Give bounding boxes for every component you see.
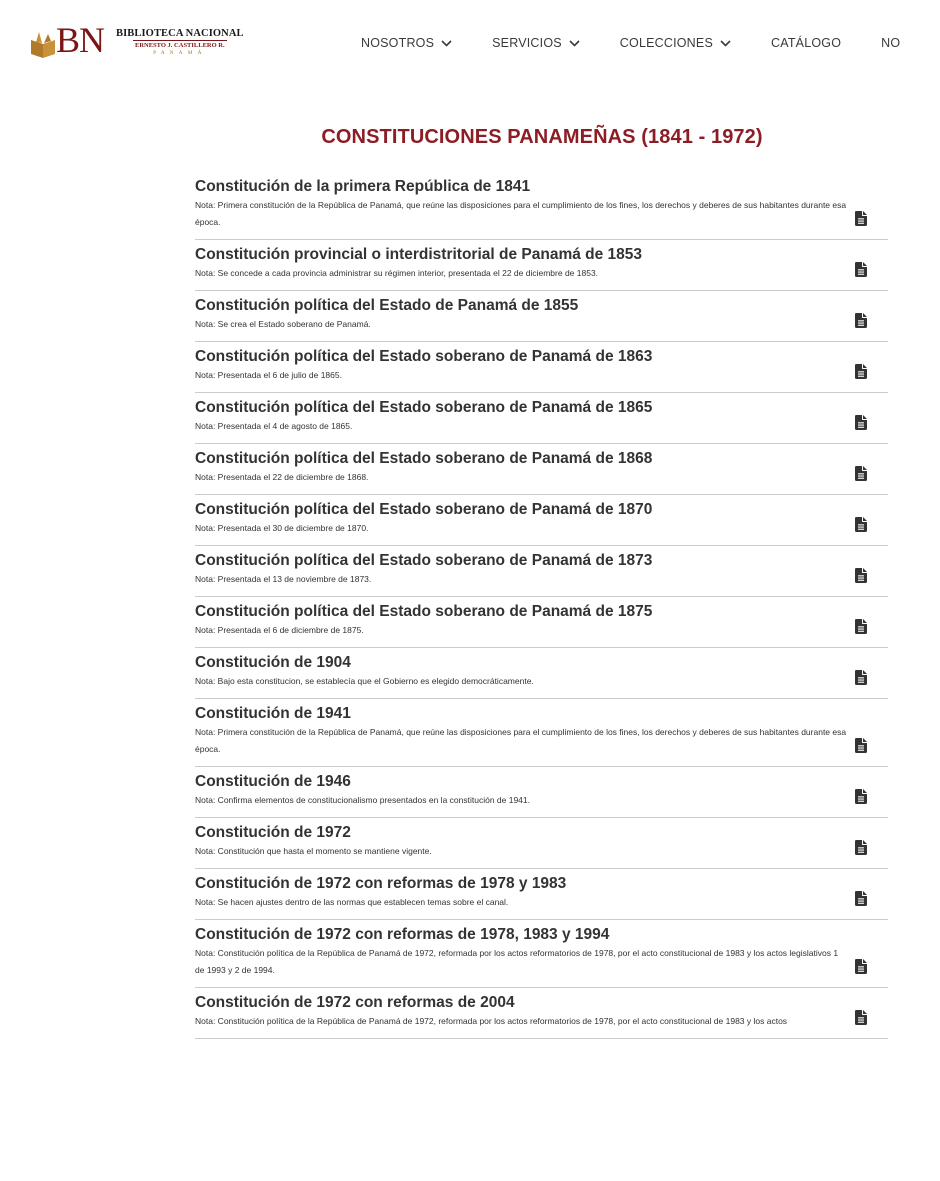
nav-item-no[interactable] <box>881 34 900 52</box>
constitution-note: Nota: Se concede a cada provincia administrar su régimen interior, presentada el 22 de diciembre de 1853. <box>195 268 599 278</box>
document-icon[interactable] <box>855 891 867 906</box>
constitution-title[interactable]: Constitución política del Estado soberano de Panamá de 1863 <box>195 348 653 365</box>
constitution-item <box>195 240 888 291</box>
constitution-note: Nota: Presentada el 22 de diciembre de 1868. <box>195 472 369 482</box>
constitution-title[interactable]: Constitución de 1972 con reformas de 1978 y 1983 <box>195 875 567 892</box>
constitution-note: Nota: Se crea el Estado soberano de Panamá. <box>195 319 371 329</box>
constitution-note: Nota: Presentada el 6 de diciembre de 1875. <box>195 625 364 635</box>
constitution-title[interactable]: Constitución política del Estado soberano de Panamá de 1875 <box>195 603 653 620</box>
constitution-note: Nota: Primera constitución de la República de Panamá, que reúne las disposiciones para el cumplimiento de los fines, los derechos y deberes de sus habitantes durante esa época. <box>195 727 847 754</box>
nav-item-label: CATÁLOGO <box>771 36 842 50</box>
constitution-title[interactable]: Constitución política del Estado soberano de Panamá de 1873 <box>195 552 653 569</box>
chevron-down-icon <box>720 40 731 47</box>
constitution-title[interactable]: Constitución política del Estado de Panamá de 1855 <box>195 297 579 314</box>
logo-line-3: PANAMÁ <box>153 49 207 56</box>
constitution-note: Nota: Primera constitución de la República de Panamá, que reúne las disposiciones para el cumplimiento de los fines, los derechos y deberes de sus habitantes durante esa época. <box>195 200 847 227</box>
constitution-title[interactable]: Constitución de 1972 con reformas de 1978, 1983 y 1994 <box>195 926 610 943</box>
constitution-item <box>195 648 888 699</box>
constitution-item <box>195 342 888 393</box>
constitutions-list <box>195 172 888 1039</box>
constitution-title[interactable]: Constitución de 1972 <box>195 824 351 841</box>
logo-mark <box>30 20 114 60</box>
constitution-item <box>195 291 888 342</box>
constitution-note: Nota: Constitución política de la República de Panamá de 1972, reformada por los actos reformatorios de 1978, por el acto constitucional de 1983 y los actos legislativos 1 de 1993 y 2 de 1994. <box>195 948 839 975</box>
document-icon[interactable] <box>855 789 867 804</box>
document-icon[interactable] <box>855 517 867 532</box>
nav-item-label: NOSOTROS <box>361 36 435 50</box>
constitution-item <box>195 818 888 869</box>
page-title: CONSTITUCIONES PANAMEÑAS (1841 - 1972) <box>321 126 763 148</box>
document-icon[interactable] <box>855 415 867 430</box>
logo-text <box>116 28 244 57</box>
constitution-note: Nota: Confirma elementos de constitucionalismo presentados en la constitución de 1941. <box>195 795 530 805</box>
site-header <box>0 0 901 86</box>
nav-item-label: COLECCIONES <box>619 36 713 50</box>
constitution-title[interactable]: Constitución de 1972 con reformas de 2004 <box>195 994 515 1011</box>
constitution-title[interactable]: Constitución política del Estado soberano de Panamá de 1865 <box>195 399 653 416</box>
document-icon[interactable] <box>855 959 867 974</box>
document-icon[interactable] <box>855 670 867 685</box>
constitution-note: Nota: Presentada el 30 de diciembre de 1870. <box>195 523 369 533</box>
nav-item-servicios[interactable] <box>492 34 580 52</box>
chevron-down-icon <box>441 40 452 47</box>
constitution-title[interactable]: Constitución provincial o interdistritorial de Panamá de 1853 <box>195 246 643 263</box>
constitution-title[interactable]: Constitución de 1941 <box>195 705 351 722</box>
main-nav <box>361 34 940 52</box>
constitution-note: Nota: Constitución que hasta el momento se mantiene vigente. <box>195 846 432 856</box>
constitution-item <box>195 597 888 648</box>
constitution-item <box>195 546 888 597</box>
logo-line-1: BIBLIOTECA NACIONAL <box>116 27 244 39</box>
document-icon[interactable] <box>855 211 867 226</box>
constitution-note: Nota: Presentada el 6 de julio de 1865. <box>195 370 342 380</box>
logo-line-2: ERNESTO J. CASTILLERO R. <box>134 41 225 49</box>
constitution-item <box>195 444 888 495</box>
nav-item-colecciones[interactable] <box>620 34 731 52</box>
constitution-title[interactable]: Constitución política del Estado soberano de Panamá de 1870 <box>195 501 653 518</box>
constitution-item <box>195 393 888 444</box>
constitution-title[interactable]: Constitución política del Estado soberano de Panamá de 1868 <box>195 450 653 467</box>
document-icon[interactable] <box>855 738 867 753</box>
nav-item-catalogo[interactable] <box>771 34 841 52</box>
constitution-item <box>195 172 888 240</box>
document-icon[interactable] <box>855 840 867 855</box>
constitution-item <box>195 495 888 546</box>
constitution-item <box>195 767 888 818</box>
logo-bn-mark: BN <box>56 20 105 60</box>
constitution-item <box>195 920 888 988</box>
constitution-note: Nota: Se hacen ajustes dentro de las normas que establecen temas sobre el canal. <box>195 897 509 907</box>
document-icon[interactable] <box>855 313 867 328</box>
document-icon[interactable] <box>855 619 867 634</box>
constitution-note: Nota: Constitución política de la República de Panamá de 1972, reformada por los actos reformatorios de 1978, por el acto constitucional de 1983 y los actos <box>195 1016 788 1026</box>
chevron-down-icon <box>569 40 580 47</box>
constitution-note: Nota: Presentada el 4 de agosto de 1865. <box>195 421 353 431</box>
document-icon[interactable] <box>855 262 867 277</box>
constitution-title[interactable]: Constitución de 1946 <box>195 773 351 790</box>
constitution-note: Nota: Presentada el 13 de noviembre de 1873. <box>195 574 372 584</box>
nav-item-nosotros[interactable] <box>361 34 452 52</box>
document-icon[interactable] <box>855 364 867 379</box>
document-icon[interactable] <box>855 568 867 583</box>
constitution-item <box>195 869 888 920</box>
constitution-note: Nota: Bajo esta constitucion, se establecía que el Gobierno es elegido democráticamente. <box>195 676 534 686</box>
site-logo[interactable] <box>30 20 244 60</box>
constitution-title[interactable]: Constitución de la primera República de 1841 <box>195 178 531 195</box>
nav-item-label: NO <box>881 36 901 50</box>
constitution-item <box>195 988 888 1039</box>
nav-item-label: SERVICIOS <box>492 36 562 50</box>
document-icon[interactable] <box>855 1010 867 1025</box>
book-icon <box>30 30 56 60</box>
constitution-title[interactable]: Constitución de 1904 <box>195 654 351 671</box>
document-icon[interactable] <box>855 466 867 481</box>
constitution-item <box>195 699 888 767</box>
